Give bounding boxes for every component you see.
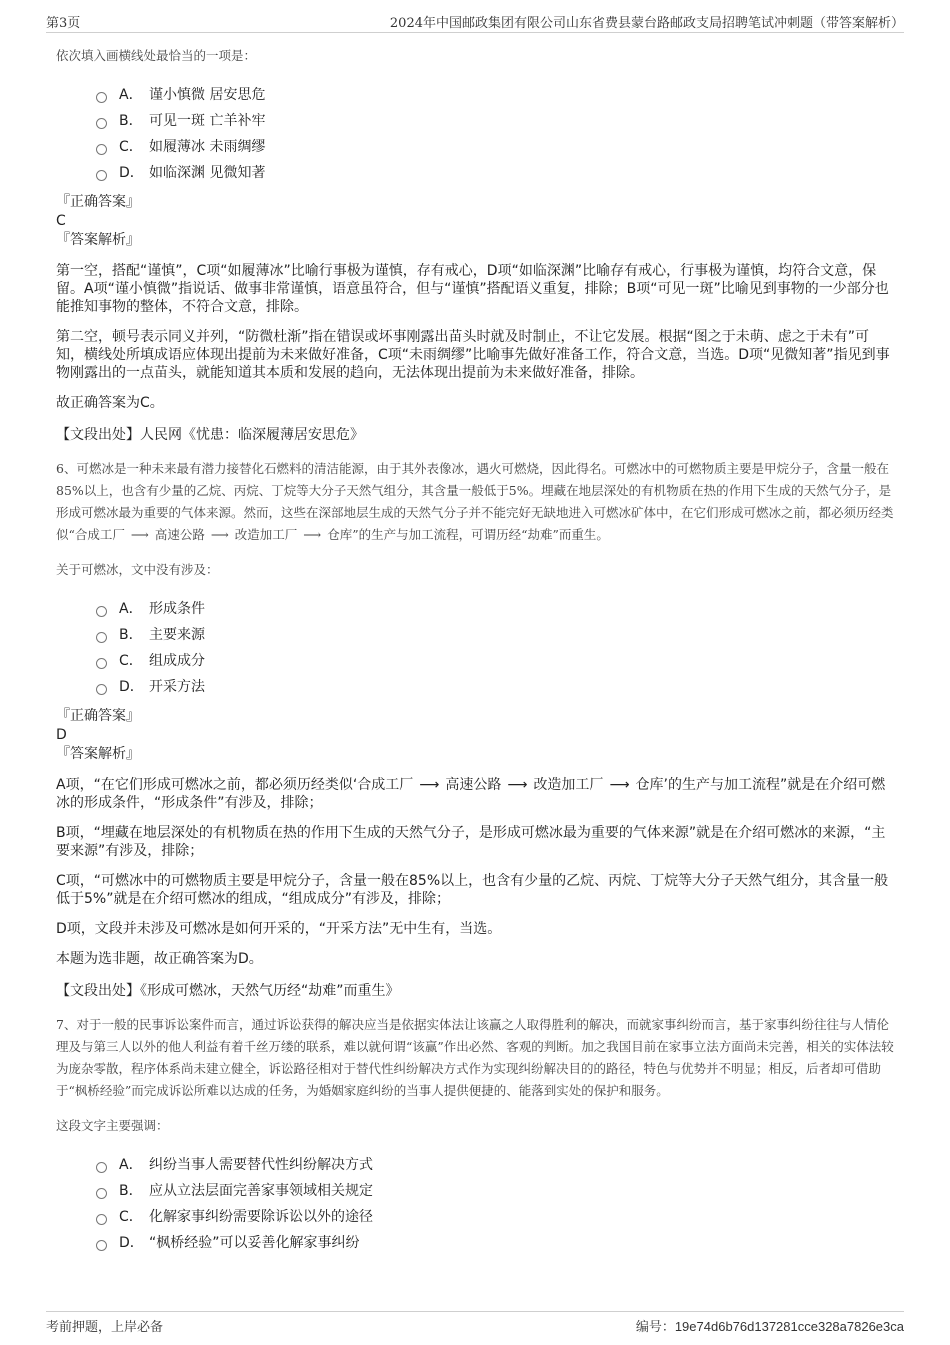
question-text: 7、对于一般的民事诉讼案件而言，通过诉讼获得的解决应当是依据实体法让该赢之人取得胜利的解决，而就家事纠纷而言，基于家事纠纷往往与人情伦理及与第三人以外的他人利益有着千丝万缕的联系，难以就何谓“该赢”作出必然、客观的判断。加之我国目前在家事立法方面尚未完善，相关的实体法较为庞杂零散，程序体系尚未建立健全，诉讼路径相对于替代性纠纷解决方式作为实现纠纷解决目的的路径，特色与优势并不明显；相反，后者却可借助于“枫桥经验”而完成诉讼所难以达成的任务，为婚姻家庭纠纷的当事人提供便捷的、能落到实处的保护和服务。 [56, 1017, 894, 1098]
arrow-icon: ⟶ [130, 527, 149, 542]
option-d[interactable]: D． “枫桥经验”可以妥善化解家事纠纷 [96, 1230, 896, 1256]
option-d[interactable]: D． 开采方法 [96, 674, 896, 700]
option-a[interactable]: A． 纠纷当事人需要替代性纠纷解决方式 [96, 1152, 896, 1178]
page-number: 第3页 [46, 16, 81, 31]
option-a[interactable]: A． 谨小慎微 居安思危 [96, 82, 896, 108]
question-prompt: 关于可燃冰，文中没有涉及： [56, 562, 219, 577]
analysis-label: 『答案解析』 [56, 746, 140, 762]
analysis-paragraph: A项，“在它们形成可燃冰之前，都必须历经类似‘合成工厂 ⟶ 高速公路 ⟶ 改造加工厂 ⟶ 仓库’的生产与加工流程”就是在介绍可燃冰的形成条件，“形成条件”有涉及，排除； [56, 777, 886, 811]
radio-icon[interactable] [96, 118, 107, 129]
source-citation: 【文段出处】人民网《忧患：临深履薄居安思危》 [56, 427, 364, 443]
radio-icon[interactable] [96, 1240, 107, 1251]
radio-icon[interactable] [96, 170, 107, 181]
source-citation: 【文段出处】《形成可燃冰，天然气历经“劫难”而重生》 [56, 983, 400, 999]
radio-icon[interactable] [96, 144, 107, 155]
question-6 [56, 458, 896, 1000]
radio-icon[interactable] [96, 92, 107, 103]
arrow-icon: ⟶ [210, 527, 229, 542]
option-list [56, 82, 896, 186]
analysis-label: 『答案解析』 [56, 232, 140, 248]
question-prompt: 这段文字主要强调： [56, 1118, 169, 1133]
document-body [56, 46, 896, 1256]
option-d[interactable]: D． 如临深渊 见微知著 [96, 160, 896, 186]
arrow-icon: ⟶ [303, 527, 322, 542]
option-b[interactable]: B． 主要来源 [96, 622, 896, 648]
arrow-icon: ⟶ [507, 777, 528, 793]
option-c[interactable]: C． 组成成分 [96, 648, 896, 674]
analysis-paragraph: 第二空，顿号表示同义并列，“防微杜渐”指在错误或坏事刚露出苗头时就及时制止，不让它发展。根据“图之于未萌、虑之于未有”可知，横线处所填成语应体现出提前为未来做好准备，C项“未雨绸缪”比喻事先做好准备工作，符合文意，当选。D项“见微知著”指见到事物刚露出的一点苗头，就能知道其本质和发展的趋向，无法体现出提前为未来做好准备，排除。 [56, 329, 890, 381]
option-list [56, 596, 896, 700]
option-b[interactable]: B． 可见一斑 亡羊补牢 [96, 108, 896, 134]
page-header [46, 8, 904, 33]
radio-icon[interactable] [96, 632, 107, 643]
radio-icon[interactable] [96, 1188, 107, 1199]
page-footer [46, 1311, 904, 1336]
question-5 [56, 46, 896, 444]
radio-icon[interactable] [96, 658, 107, 669]
arrow-icon: ⟶ [609, 777, 630, 793]
option-c[interactable]: C． 如履薄冰 未雨绸缪 [96, 134, 896, 160]
analysis-paragraph: D项，文段并未涉及可燃冰是如何开采的，“开采方法”无中生有，当选。 [56, 921, 502, 937]
radio-icon[interactable] [96, 606, 107, 617]
document-code: 编号：19e74d6b76d137281cce328a7826e3ca [635, 1319, 904, 1335]
question-prompt: 依次填入画横线处最恰当的一项是： [56, 48, 257, 63]
option-c[interactable]: C． 化解家事纠纷需要除诉讼以外的途径 [96, 1204, 896, 1230]
radio-icon[interactable] [96, 684, 107, 695]
correct-answer-value: C [56, 213, 66, 229]
footer-slogan: 考前押题，上岸必备 [46, 1320, 164, 1335]
option-a[interactable]: A． 形成条件 [96, 596, 896, 622]
correct-answer-value: D [56, 727, 67, 743]
option-list [56, 1152, 896, 1256]
analysis-paragraph: 第一空，搭配“谨慎”，C项“如履薄冰”比喻行事极为谨慎，存有戒心，D项“如临深渊”比喻存有戒心，行事极为谨慎，均符合文意，保留。A项“谨小慎微”指说话、做事非常谨慎，语意虽符合，但与“谨慎”搭配语义重复，排除；B项“可见一斑”比喻见到事物的一少部分也能推知事物的整体，不符合文意，排除。 [56, 263, 889, 315]
analysis-paragraph: 故正确答案为C。 [56, 395, 164, 411]
question-7 [56, 1014, 896, 1256]
correct-answer-label: 『正确答案』 [56, 708, 140, 724]
analysis-paragraph: B项，“埋藏在地层深处的有机物质在热的作用下生成的天然气分子，是形成可燃冰最为重要的气体来源”就是在介绍可燃冰的来源，“主要来源”有涉及，排除； [56, 825, 886, 859]
radio-icon[interactable] [96, 1162, 107, 1173]
option-b[interactable]: B． 应从立法层面完善家事领域相关规定 [96, 1178, 896, 1204]
correct-answer-label: 『正确答案』 [56, 194, 140, 210]
analysis-paragraph: C项，“可燃冰中的可燃物质主要是甲烷分子，含量一般在85%以上，也含有少量的乙烷、丙烷、丁烷等大分子天然气组分，其含量一般低于5%”就是在介绍可燃冰的组成，“组成成分”有涉及，排除； [56, 873, 889, 907]
radio-icon[interactable] [96, 1214, 107, 1225]
question-text: 6、可燃冰是一种未来最有潜力接替化石燃料的清洁能源，由于其外表像冰，遇火可燃烧，因此得名。可燃冰中的可燃物质主要是甲烷分子，含量一般在85%以上，也含有少量的乙烷、丙烷、丁烷等大分子天然气组分，其含量一般低于5%。埋藏在地层深处的有机物质在热的作用下生成的天然气分子，是形成可燃冰最为重要的气体来源。然而，这些在深部地层生成的天然气分子并不能完好无缺地进入可燃冰矿体中，在它们形成可燃冰之前，都必须历经类似“合成工厂 ⟶ 高速公路 ⟶ 改造加工厂 ⟶ 仓库”的生产与加工流程，可谓历经“劫难”而重生。 [56, 458, 896, 546]
analysis-paragraph: 本题为选非题，故正确答案为D。 [56, 951, 263, 967]
arrow-icon: ⟶ [419, 777, 440, 793]
document-title: 2024年中国邮政集团有限公司山东省费县蒙台路邮政支局招聘笔试冲刺题（带答案解析） [389, 16, 904, 31]
